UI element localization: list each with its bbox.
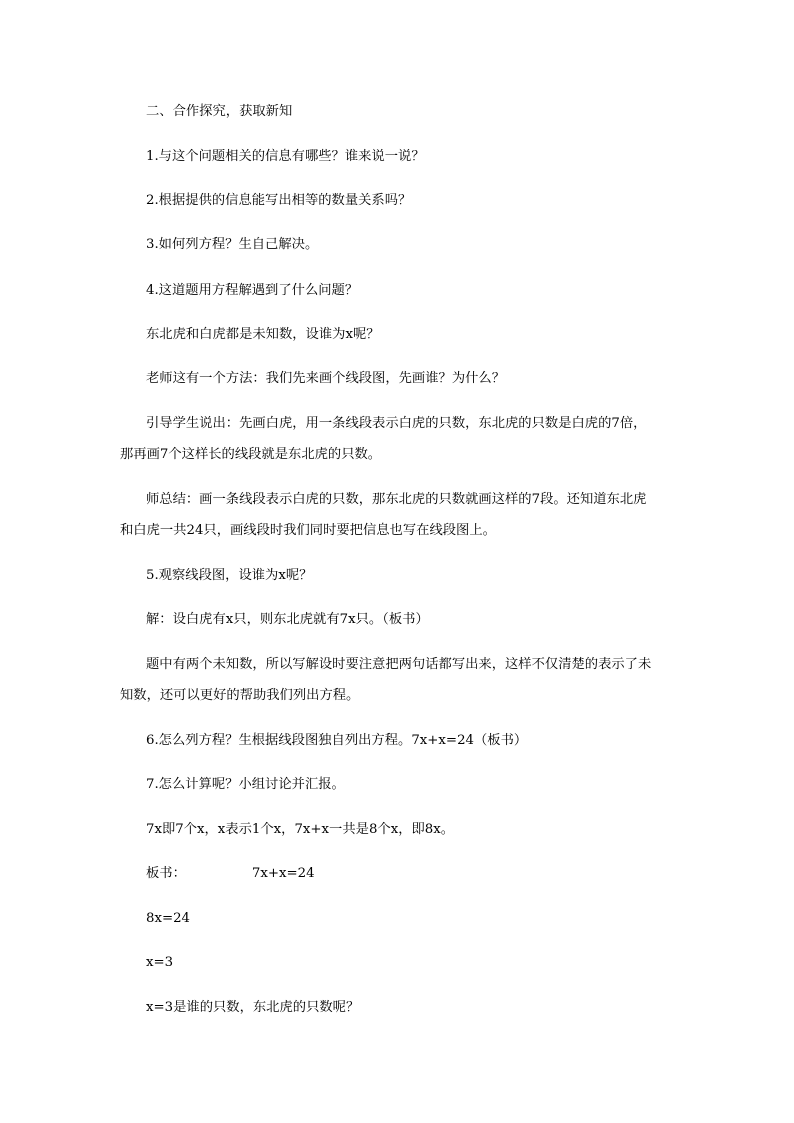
board-equation-2: 8x=24 bbox=[146, 911, 191, 926]
paragraph-summary-line2: 和白虎一共24只，画线段时我们同时要把信息也写在线段图上。 bbox=[120, 523, 496, 538]
paragraph-two-unknowns-line2: 知数，还可以更好的帮助我们列出方程。 bbox=[120, 688, 360, 703]
paragraph-explanation: 7x即7个x，x表示1个x，7x+x一共是8个x，即8x。 bbox=[146, 822, 455, 837]
paragraph-guide-line1: 引导学生说出：先画白虎，用一条线段表示白虎的只数，东北虎的只数是白虎的7倍， bbox=[146, 416, 647, 431]
question-4: 4.这道题用方程解遇到了什么问题？ bbox=[146, 283, 359, 298]
question-1: 1.与这个问题相关的信息有哪些？谁来说一说？ bbox=[146, 149, 425, 164]
question-3: 3.如何列方程？生自己解决。 bbox=[146, 237, 319, 252]
paragraph-two-unknowns-line1: 题中有两个未知数，所以写解设时要注意把两句话都写出来，这样不仅清楚的表示了未 bbox=[146, 657, 652, 672]
paragraph-question: x=3是谁的只数，东北虎的只数呢？ bbox=[146, 1000, 360, 1015]
board-label: 板书： bbox=[146, 866, 186, 881]
question-7: 7.怎么计算呢？小组讨论并汇报。 bbox=[146, 777, 345, 792]
paragraph-summary-line1: 师总结：画一条线段表示白虎的只数，那东北虎的只数就画这样的7段。还知道东北虎 bbox=[146, 492, 647, 507]
paragraph-unknowns: 东北虎和白虎都是未知数，设谁为x呢？ bbox=[146, 327, 380, 342]
board-equation-1: 7x+x=24 bbox=[251, 866, 315, 881]
paragraph-solution: 解：设白虎有x只，则东北虎就有7x只。（板书） bbox=[146, 612, 429, 627]
question-5: 5.观察线段图，设谁为x呢？ bbox=[146, 568, 313, 583]
paragraph-guide-line2: 那再画7个这样长的线段就是东北虎的只数。 bbox=[120, 447, 382, 462]
section-heading: 二、合作探究，获取新知 bbox=[146, 104, 293, 119]
paragraph-method: 老师这有一个方法：我们先来画个线段图，先画谁？为什么？ bbox=[146, 371, 506, 386]
question-6: 6.怎么列方程？生根据线段图独自列出方程。7x+x=24（板书） bbox=[146, 733, 528, 748]
board-equation-3: x=3 bbox=[146, 955, 174, 970]
board-line bbox=[146, 865, 315, 882]
question-2: 2.根据提供的信息能写出相等的数量关系吗？ bbox=[146, 193, 412, 208]
